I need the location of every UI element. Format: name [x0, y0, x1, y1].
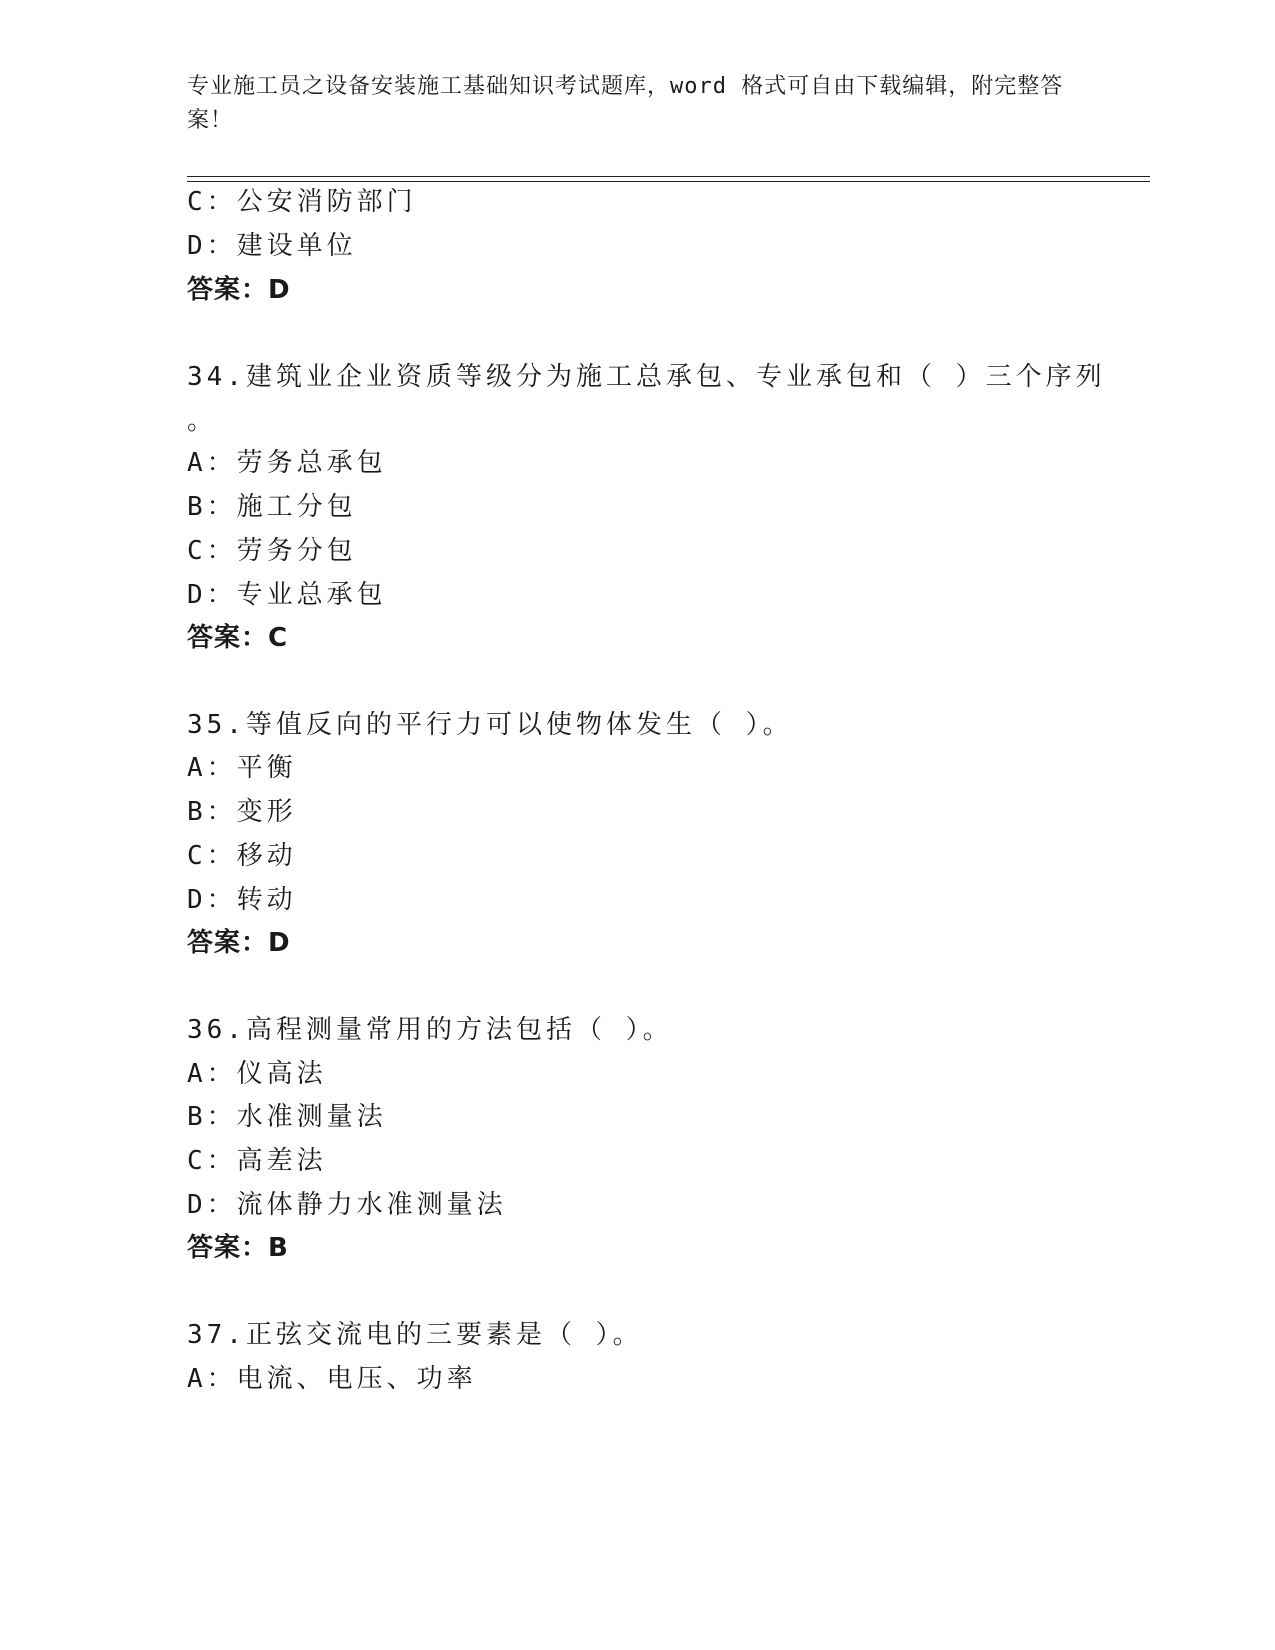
q35-answer: 答案：D — [187, 928, 291, 958]
q36-option-c: C：高差法 — [187, 1146, 327, 1176]
q36-option-a: A：仪高法 — [187, 1059, 327, 1089]
document-header: 专业施工员之设备安装施工基础知识考试题库，word 格式可自由下载编辑，附完整答案！ — [187, 74, 1064, 133]
q34-option-d: D：专业总承包 — [187, 580, 387, 610]
q36-answer: 答案：B — [187, 1233, 289, 1263]
q35-option-a: A：平衡 — [187, 753, 297, 783]
q34-option-b: B：施工分包 — [187, 492, 357, 522]
q35-option-c: C：移动 — [187, 841, 297, 871]
q34-stem-continuation: 。 — [187, 406, 218, 436]
q35-option-b: B：变形 — [187, 797, 297, 827]
q35-option-d: D：转动 — [187, 885, 297, 915]
q34-option-c: C：劳务分包 — [187, 536, 357, 566]
q34-option-a: A：劳务总承包 — [187, 448, 387, 478]
q33-answer: 答案：D — [187, 275, 291, 305]
q33-option-c: C：公安消防部门 — [187, 187, 417, 217]
q35-stem: 35.等值反向的平行力可以使物体发生（ ）。 — [187, 710, 793, 740]
q36-option-b: B：水准测量法 — [187, 1102, 387, 1132]
q37-option-a: A：电流、电压、功率 — [187, 1364, 477, 1394]
q36-stem: 36.高程测量常用的方法包括（ ）。 — [187, 1015, 673, 1045]
q36-option-d: D：流体静力水准测量法 — [187, 1190, 507, 1220]
header-rule-bottom — [187, 181, 1150, 182]
q37-stem: 37.正弦交流电的三要素是（ ）。 — [187, 1320, 643, 1350]
q33-option-d: D：建设单位 — [187, 231, 357, 261]
q34-stem: 34.建筑业企业资质等级分为施工总承包、专业承包和（ ）三个序列 — [187, 362, 1106, 392]
q34-answer: 答案：C — [187, 623, 289, 653]
header-rule-top — [187, 176, 1150, 177]
